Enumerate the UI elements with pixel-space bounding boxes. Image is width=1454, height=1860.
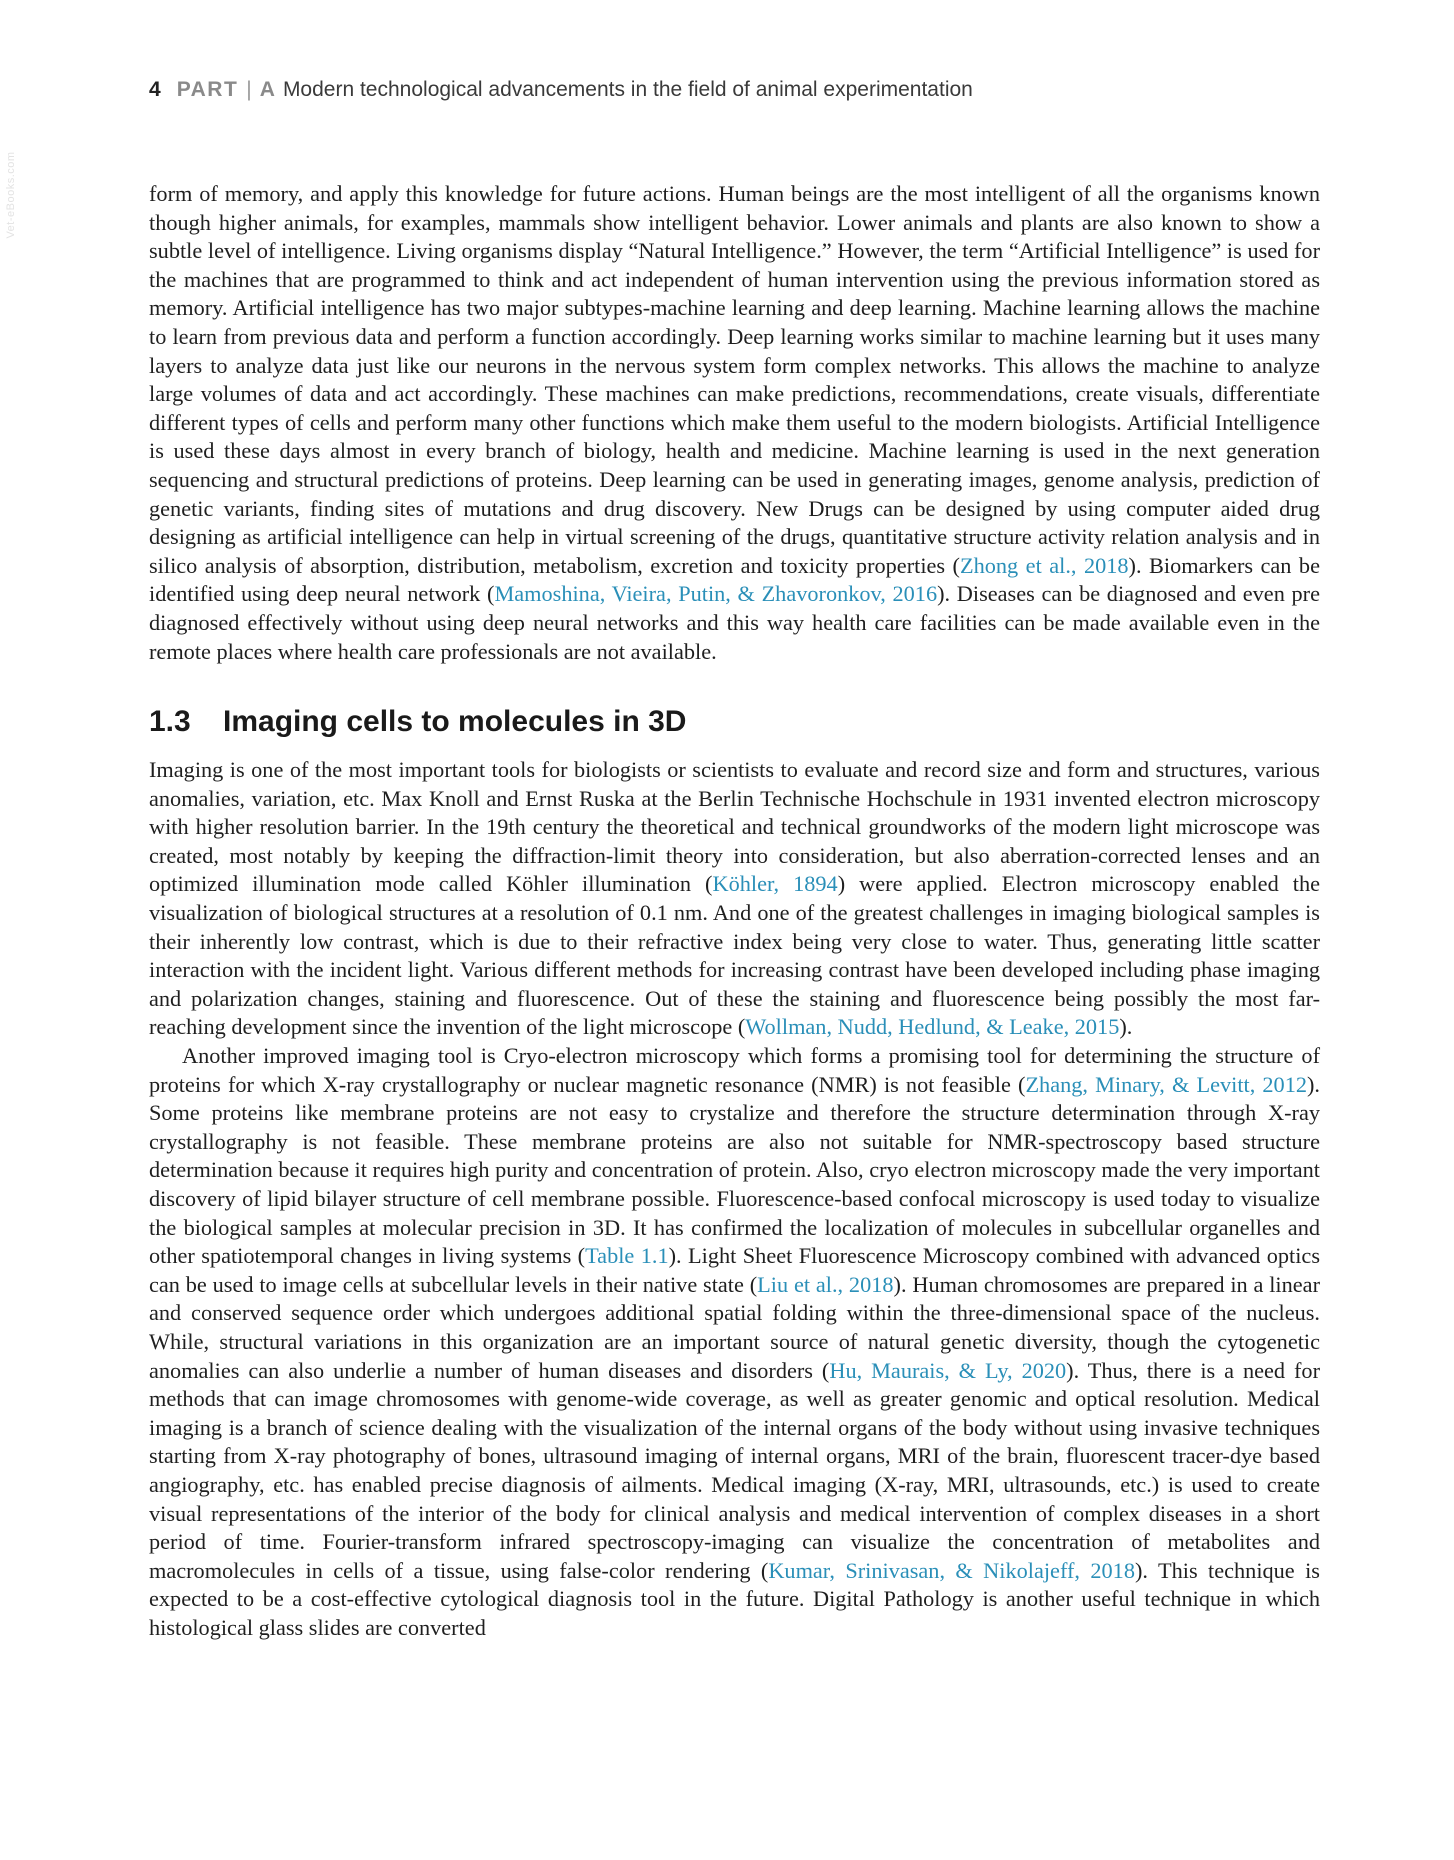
section-title: Imaging cells to molecules in 3D [223,705,687,739]
citation-link[interactable]: Hu, Maurais, & Ly, 2020 [829,1357,1067,1383]
text-run: ). Diseases can be diagnosed and even pre diagnosed effectively without using deep neural networks and this way health care facilities can be made available even in the remote places where health care professionals are not available. [149,581,1321,664]
text-run: ) were applied. Electron microscopy enabled the visualization of biological structures at a resolution of 0.1 nm. And one of the greatest challenges in imaging biological samples is their inherently low contrast, which is due to their refractive index being very close to water. Thus, generating little scatter interaction with the incident light. Various different methods for increasing contrast have been developed including phase imaging and polarization changes, staining and fluorescence. Out of these the staining and fluorescence being possibly the most far-reaching development since the invention of the light microscope ( [149,871,1320,1040]
citation-link[interactable]: Zhang, Minary, & Levitt, 2012 [1025,1071,1307,1097]
watermark-text: Vet-eBooks.com [5,151,17,239]
text-run: ). [1119,1014,1133,1040]
text-run: Another improved imaging tool is Cryo-electron microscopy which forms a promising tool for determining the structure of proteins for which X-ray crystallography or nuclear magnetic resonance (NMR) is not feasible ( [149,1043,1320,1097]
paragraph-cryo-em [149,1042,1320,1642]
part-title: Modern technological advancements in the field of animal experimentation [282,78,973,101]
section-heading [149,702,1320,742]
section-number: 1.3 [149,705,191,739]
text-run: ). Human chromosomes are prepared in a linear and conserved sequence order which undergoes additional spatial folding within the three-dimensional space of the nucleus. While, structural variations in this organization are an important source of natural genetic diversity, though the cytogenetic anomalies can also underlie a number of human diseases and disorders ( [149,1271,1320,1383]
text-run: ). Thus, there is a need for methods that can image chromosomes with genome-wide coverage, as well as greater genomic and optical resolution. Medical imaging is a branch of science dealing with the visualization of the internal organs of the body without using invasive techniques starting from X-ray photography of bones, ultrasound imaging of internal organs, MRI of the brain, fluorescent tracer-dye based angiography, etc. has enabled precise diagnosis of ailments. Medical imaging (X-ray, MRI, ultrasounds, etc.) is used to create visual representations of the interior of the body for clinical analysis and medical intervention of complex diseases in a short period of time. Fourier-transform infrared spectroscopy-imaging can visualize the concentration of metabolites and macromolecules in cells of a tissue, using false-color rendering ( [149,1357,1320,1583]
running-head [149,78,973,102]
citation-link[interactable]: Liu et al., 2018 [757,1271,894,1297]
page-content [149,180,1320,1643]
citation-link[interactable]: Zhong et al., 2018 [959,552,1129,578]
watermark [0,130,22,260]
text-run: Imaging is one of the most important tools for biologists or scientists to evaluate and record size and form and structures, various anomalies, variation, etc. Max Knoll and Ernst Ruska at the Berlin Technische Hochschule in 1931 invented electron microscopy with higher resolution barrier. In the 19th century the theoretical and technical groundworks of the modern light microscope was created, most notably by keeping the diffraction-limit theory into consideration, but also aberration-corrected lenses and an optimized illumination mode called Köhler illumination ( [149,757,1320,897]
paragraph-ai [149,180,1320,666]
citation-link[interactable]: Mamoshina, Vieira, Putin, & Zhavoronkov, 2016 [494,581,938,607]
part-label: PART [176,78,239,101]
citation-link[interactable]: Köhler, 1894 [712,871,838,897]
text-run: form of memory, and apply this knowledge for future actions. Human beings are the most intelligent of all the organisms known though higher animals, for examples, mammals show intelligent behavior. Lower animals and plants are also known to show a subtle level of intelligence. Living organisms display “Natural Intelligence.” However, the term “Artificial Intelligence” is used for the machines that are programmed to think and act independent of human intervention using the previous information stored as memory. Artificial intelligence has two major subtypes-machine learning and deep learning. Machine learning allows the machine to learn from previous data and perform a function accordingly. Deep learning works similar to machine learning but it uses many layers to analyze data just like our neurons in the nervous system form complex networks. This allows the machine to analyze large volumes of data and act accordingly. These machines can make predictions, recommendations, create visuals, differentiate different types of cells and perform many other functions which make them useful to the modern biologists. Artificial Intelligence is used these days almost in every branch of biology, health and medicine. Machine learning is used in the next generation sequencing and structural predictions of proteins. Deep learning can be used in generating images, genome analysis, prediction of genetic variants, finding sites of mutations and drug discovery. New Drugs can be designed by using computer aided drug designing as artificial intelligence can help in virtual screening of the drugs, quantitative structure activity relation analysis and in silico analysis of absorption, distribution, metabolism, excretion and toxicity properties ( [149,181,1320,578]
text-run: ). Some proteins like membrane proteins are not easy to crystalize and therefore the structure determination through X-ray crystallography is not feasible. These membrane proteins are also not suitable for NMR-spectroscopy based structure determination because it requires high purity and concentration of protein. Also, cryo electron microscopy made the very important discovery of lipid bilayer structure of cell membrane possible. Fluorescence-based confocal microscopy is used today to visualize the biological samples at molecular precision in 3D. It has confirmed the localization of molecules in subcellular organelles and other spatiotemporal changes in living systems ( [149,1071,1320,1269]
table-reference-link[interactable]: Table 1.1 [585,1243,669,1269]
header-divider: | [246,78,252,101]
text-run: ). This technique is expected to be a cost-effective cytological diagnosis tool in the future. Digital Pathology is another useful technique in which histological glass slides are converted [149,1557,1320,1640]
citation-link[interactable]: Kumar, Srinivasan, & Nikolajeff, 2018 [768,1557,1135,1583]
citation-link[interactable]: Wollman, Nudd, Hedlund, & Leake, 2015 [745,1014,1120,1040]
paragraph-imaging [149,756,1320,1042]
part-letter: A [259,78,275,101]
text-run: ). Light Sheet Fluorescence Microscopy combined with advanced optics can be used to image cells at subcellular levels in their native state ( [149,1243,1320,1297]
page-number: 4 [149,78,161,101]
text-run: ). Biomarkers can be identified using deep neural network ( [149,552,1320,607]
